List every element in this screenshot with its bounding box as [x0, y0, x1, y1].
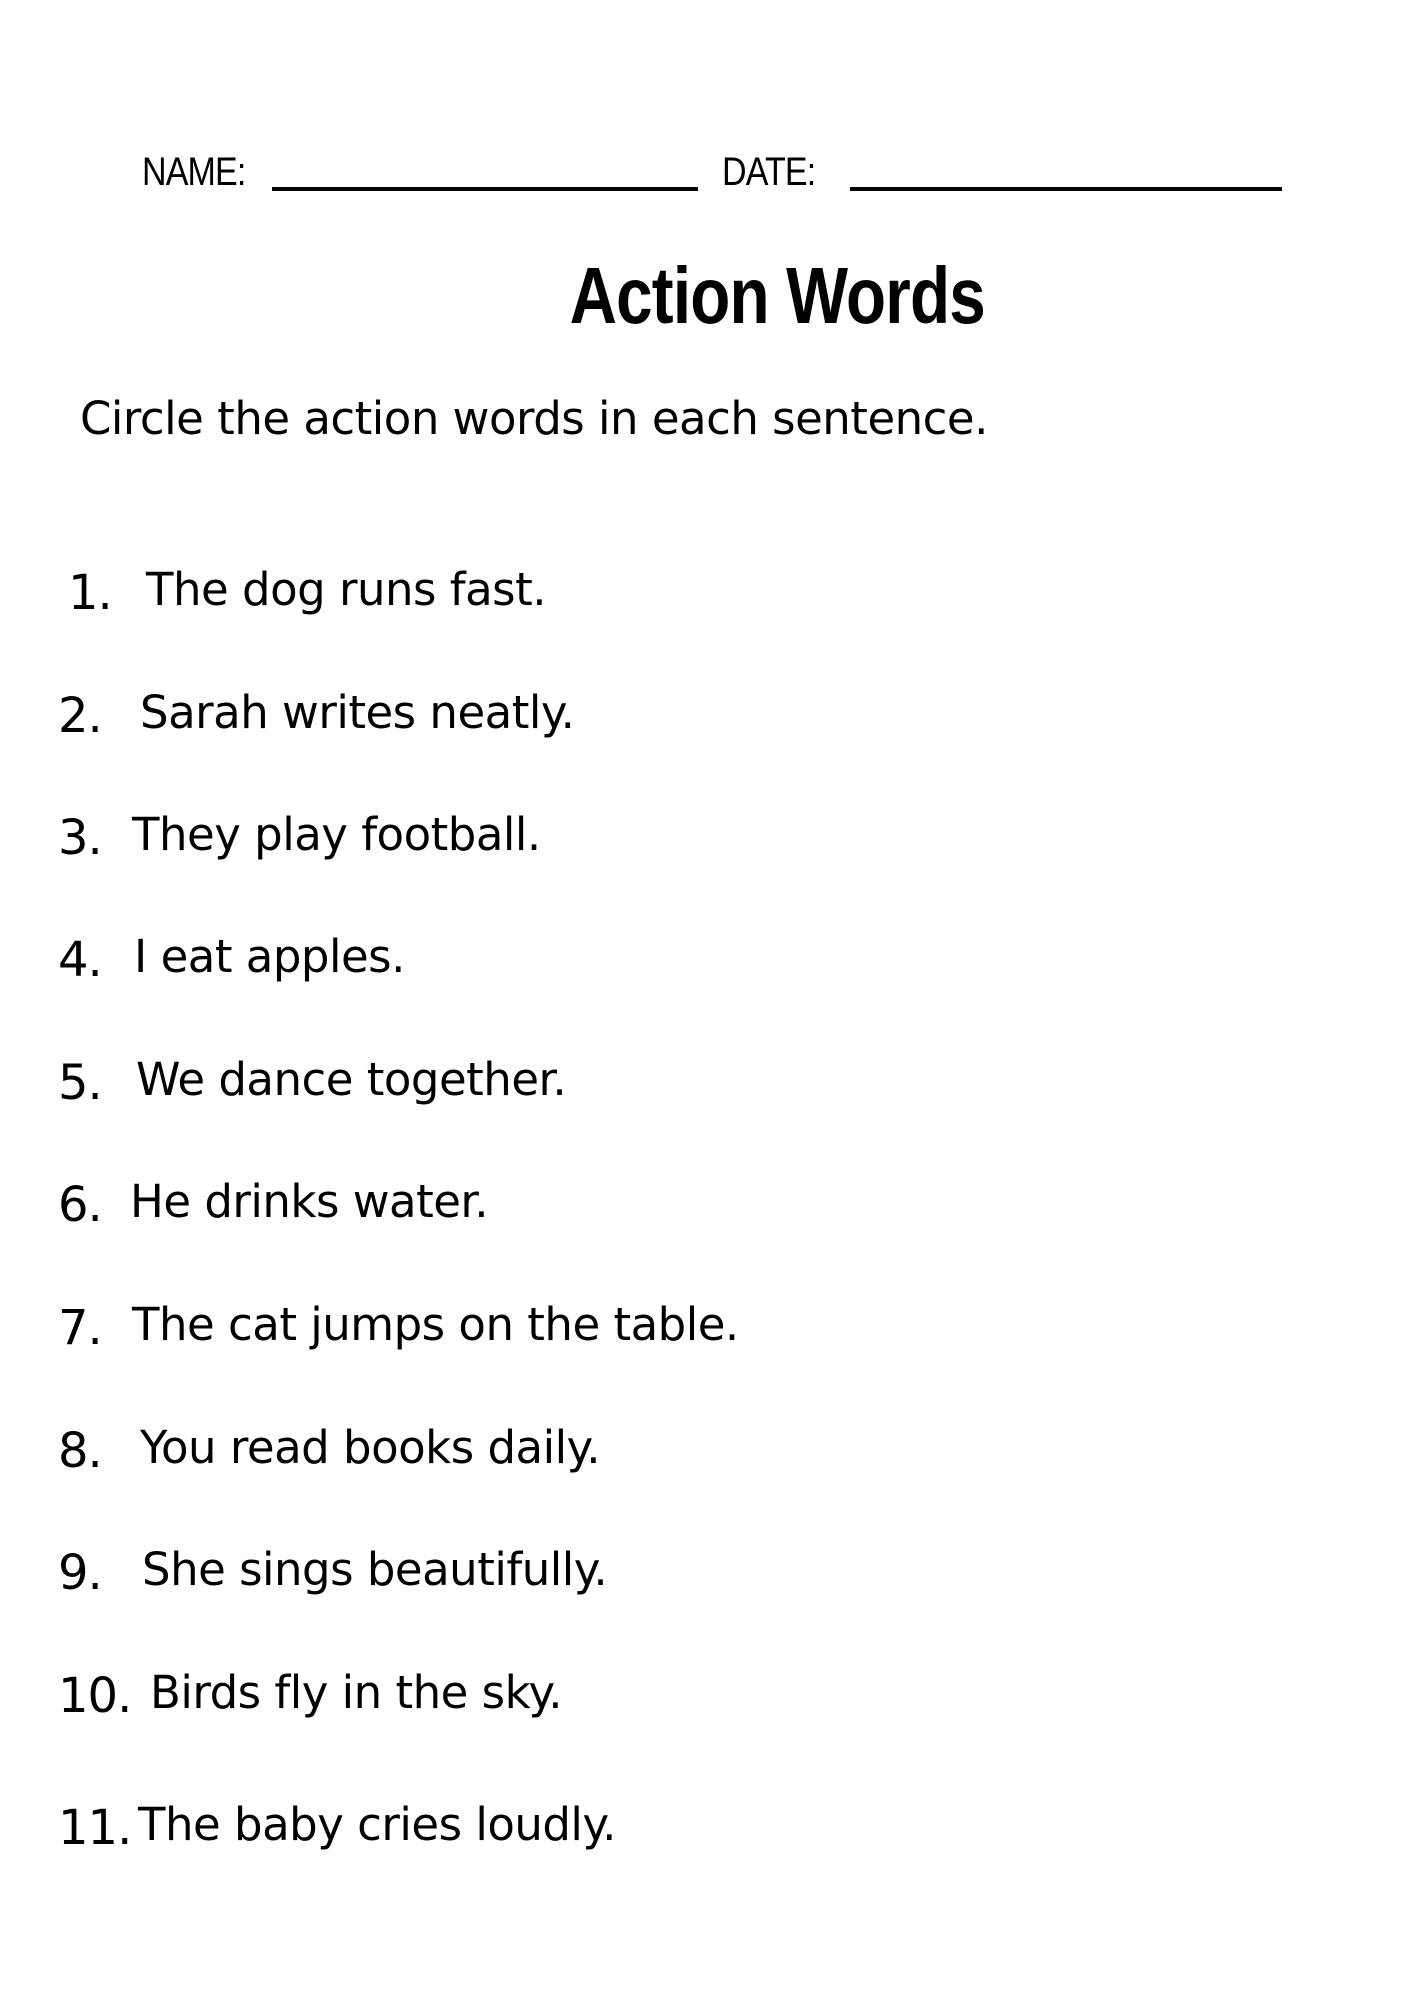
question-number: 2. [58, 688, 102, 744]
question-text[interactable]: You read books daily. [140, 1421, 601, 1474]
page-title-wrap [0, 250, 1414, 342]
question-number: 8. [58, 1423, 102, 1479]
question-text[interactable]: The cat jumps on the table. [132, 1298, 739, 1351]
question-number: 3. [58, 810, 102, 866]
question-text[interactable]: Sarah writes neatly. [140, 686, 575, 739]
question-number: 1. [68, 565, 112, 621]
question-number: 10. [58, 1668, 132, 1724]
name-line[interactable] [272, 187, 698, 191]
question-number: 5. [58, 1055, 102, 1111]
question-text[interactable]: He drinks water. [130, 1175, 489, 1228]
date-label: DATE: [722, 150, 816, 194]
question-text[interactable]: They play football. [132, 808, 541, 861]
page-title: Action Words [569, 251, 985, 340]
question-text[interactable]: She sings beautifully. [142, 1543, 608, 1596]
question-text[interactable]: The baby cries loudly. [138, 1798, 616, 1851]
date-line[interactable] [850, 187, 1282, 191]
question-number: 4. [58, 932, 102, 988]
question-text[interactable]: We dance together. [136, 1053, 567, 1106]
question-number: 7. [58, 1300, 102, 1356]
header-row [142, 150, 1282, 200]
question-text[interactable]: I eat apples. [134, 930, 405, 983]
question-text[interactable]: Birds fly in the sky. [150, 1666, 563, 1719]
question-number: 6. [58, 1177, 102, 1233]
name-label: NAME: [142, 150, 246, 194]
question-number: 11. [58, 1800, 132, 1856]
question-number: 9. [58, 1545, 102, 1601]
question-text[interactable]: The dog runs fast. [146, 563, 547, 616]
instructions: Circle the action words in each sentence. [80, 392, 988, 445]
